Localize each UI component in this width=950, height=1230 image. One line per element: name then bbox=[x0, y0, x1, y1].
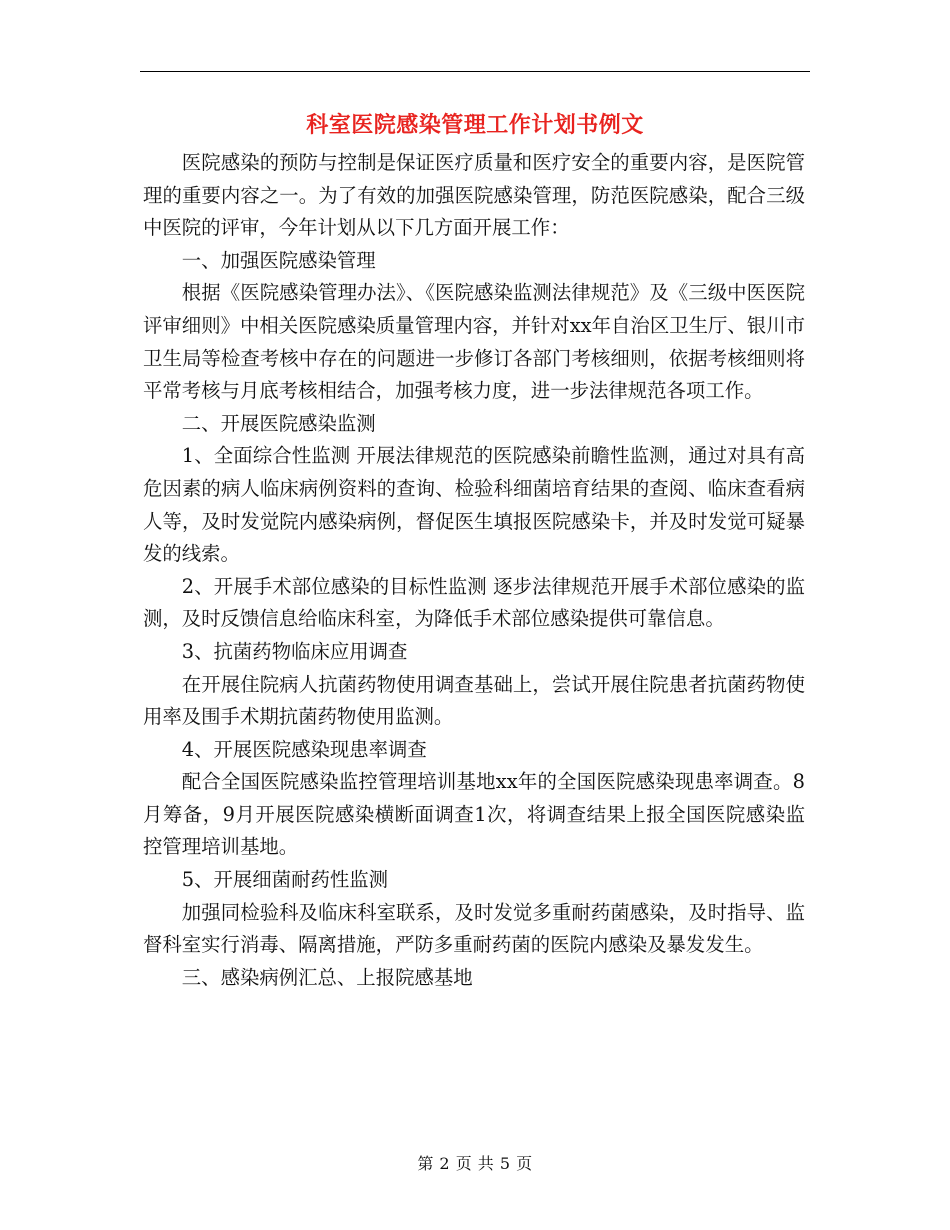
paragraph-item-5: 加强同检验科及临床科室联系，及时发觉多重耐药菌感染，及时指导、监督科室实行消毒、隔离措施，严防多重耐药菌的医院内感染及暴发发生。 bbox=[143, 900, 805, 957]
document-title: 科室医院感染管理工作计划书例文 bbox=[306, 112, 644, 138]
section-heading-3: 三、感染病例汇总、上报院感基地 bbox=[181, 965, 473, 989]
paragraph-item-3: 在开展住院病人抗菌药物使用调查基础上，尝试开展住院患者抗菌药物使用率及围手术期抗菌药物使用监测。 bbox=[143, 672, 805, 729]
section-heading-1: 一、加强医院感染管理 bbox=[181, 248, 376, 272]
paragraph-item-4: 配合全国医院感染监控管理培训基地xx年的全国医院感染现患率调查。8月筹备，9月开展医院感染横断面调查1次，将调查结果上报全国医院感染监控管理培训基地。 bbox=[143, 770, 805, 859]
subheading-item-3: 3、抗菌药物临床应用调查 bbox=[181, 639, 408, 663]
section-heading-2: 二、开展医院感染监测 bbox=[181, 411, 376, 435]
subheading-item-5: 5、开展细菌耐药性监测 bbox=[181, 868, 389, 892]
paragraph-item-1: 1、全面综合性监测 开展法律规范的医院感染前瞻性监测，通过对具有高危因素的病人临床病例资料的查询、检验科细菌培育结果的查阅、临床查看病人等，及时发觉院内感染病例，督促医生填报医院感染卡，并及时发觉可疑暴发的线索。 bbox=[143, 444, 805, 566]
document-body bbox=[143, 147, 805, 994]
page-footer: 第 2 页 共 5 页 bbox=[417, 1154, 533, 1173]
paragraph-intro: 医院感染的预防与控制是保证医疗质量和医疗安全的重要内容，是医院管理的重要内容之一。为了有效的加强医院感染管理，防范医院感染，配合三级中医院的评审，今年计划从以下几方面开展工作： bbox=[143, 151, 805, 240]
paragraph-section-1: 根据《医院感染管理办法》、《医院感染监测法律规范》及《三级中医医院评审细则》中相关医院感染质量管理内容，并针对xx年自治区卫生厅、银川市卫生局等检查考核中存在的问题进一步修订各部门考核细则，依据考核细则将平常考核与月底考核相结合，加强考核力度，进一步法律规范各项工作。 bbox=[143, 281, 805, 403]
subheading-item-4: 4、开展医院感染现患率调查 bbox=[181, 737, 427, 761]
header-rule bbox=[140, 71, 810, 72]
paragraph-item-2: 2、开展手术部位感染的目标性监测 逐步法律规范开展手术部位感染的监测，及时反馈信息给临床科室，为降低手术部位感染提供可靠信息。 bbox=[143, 574, 805, 631]
